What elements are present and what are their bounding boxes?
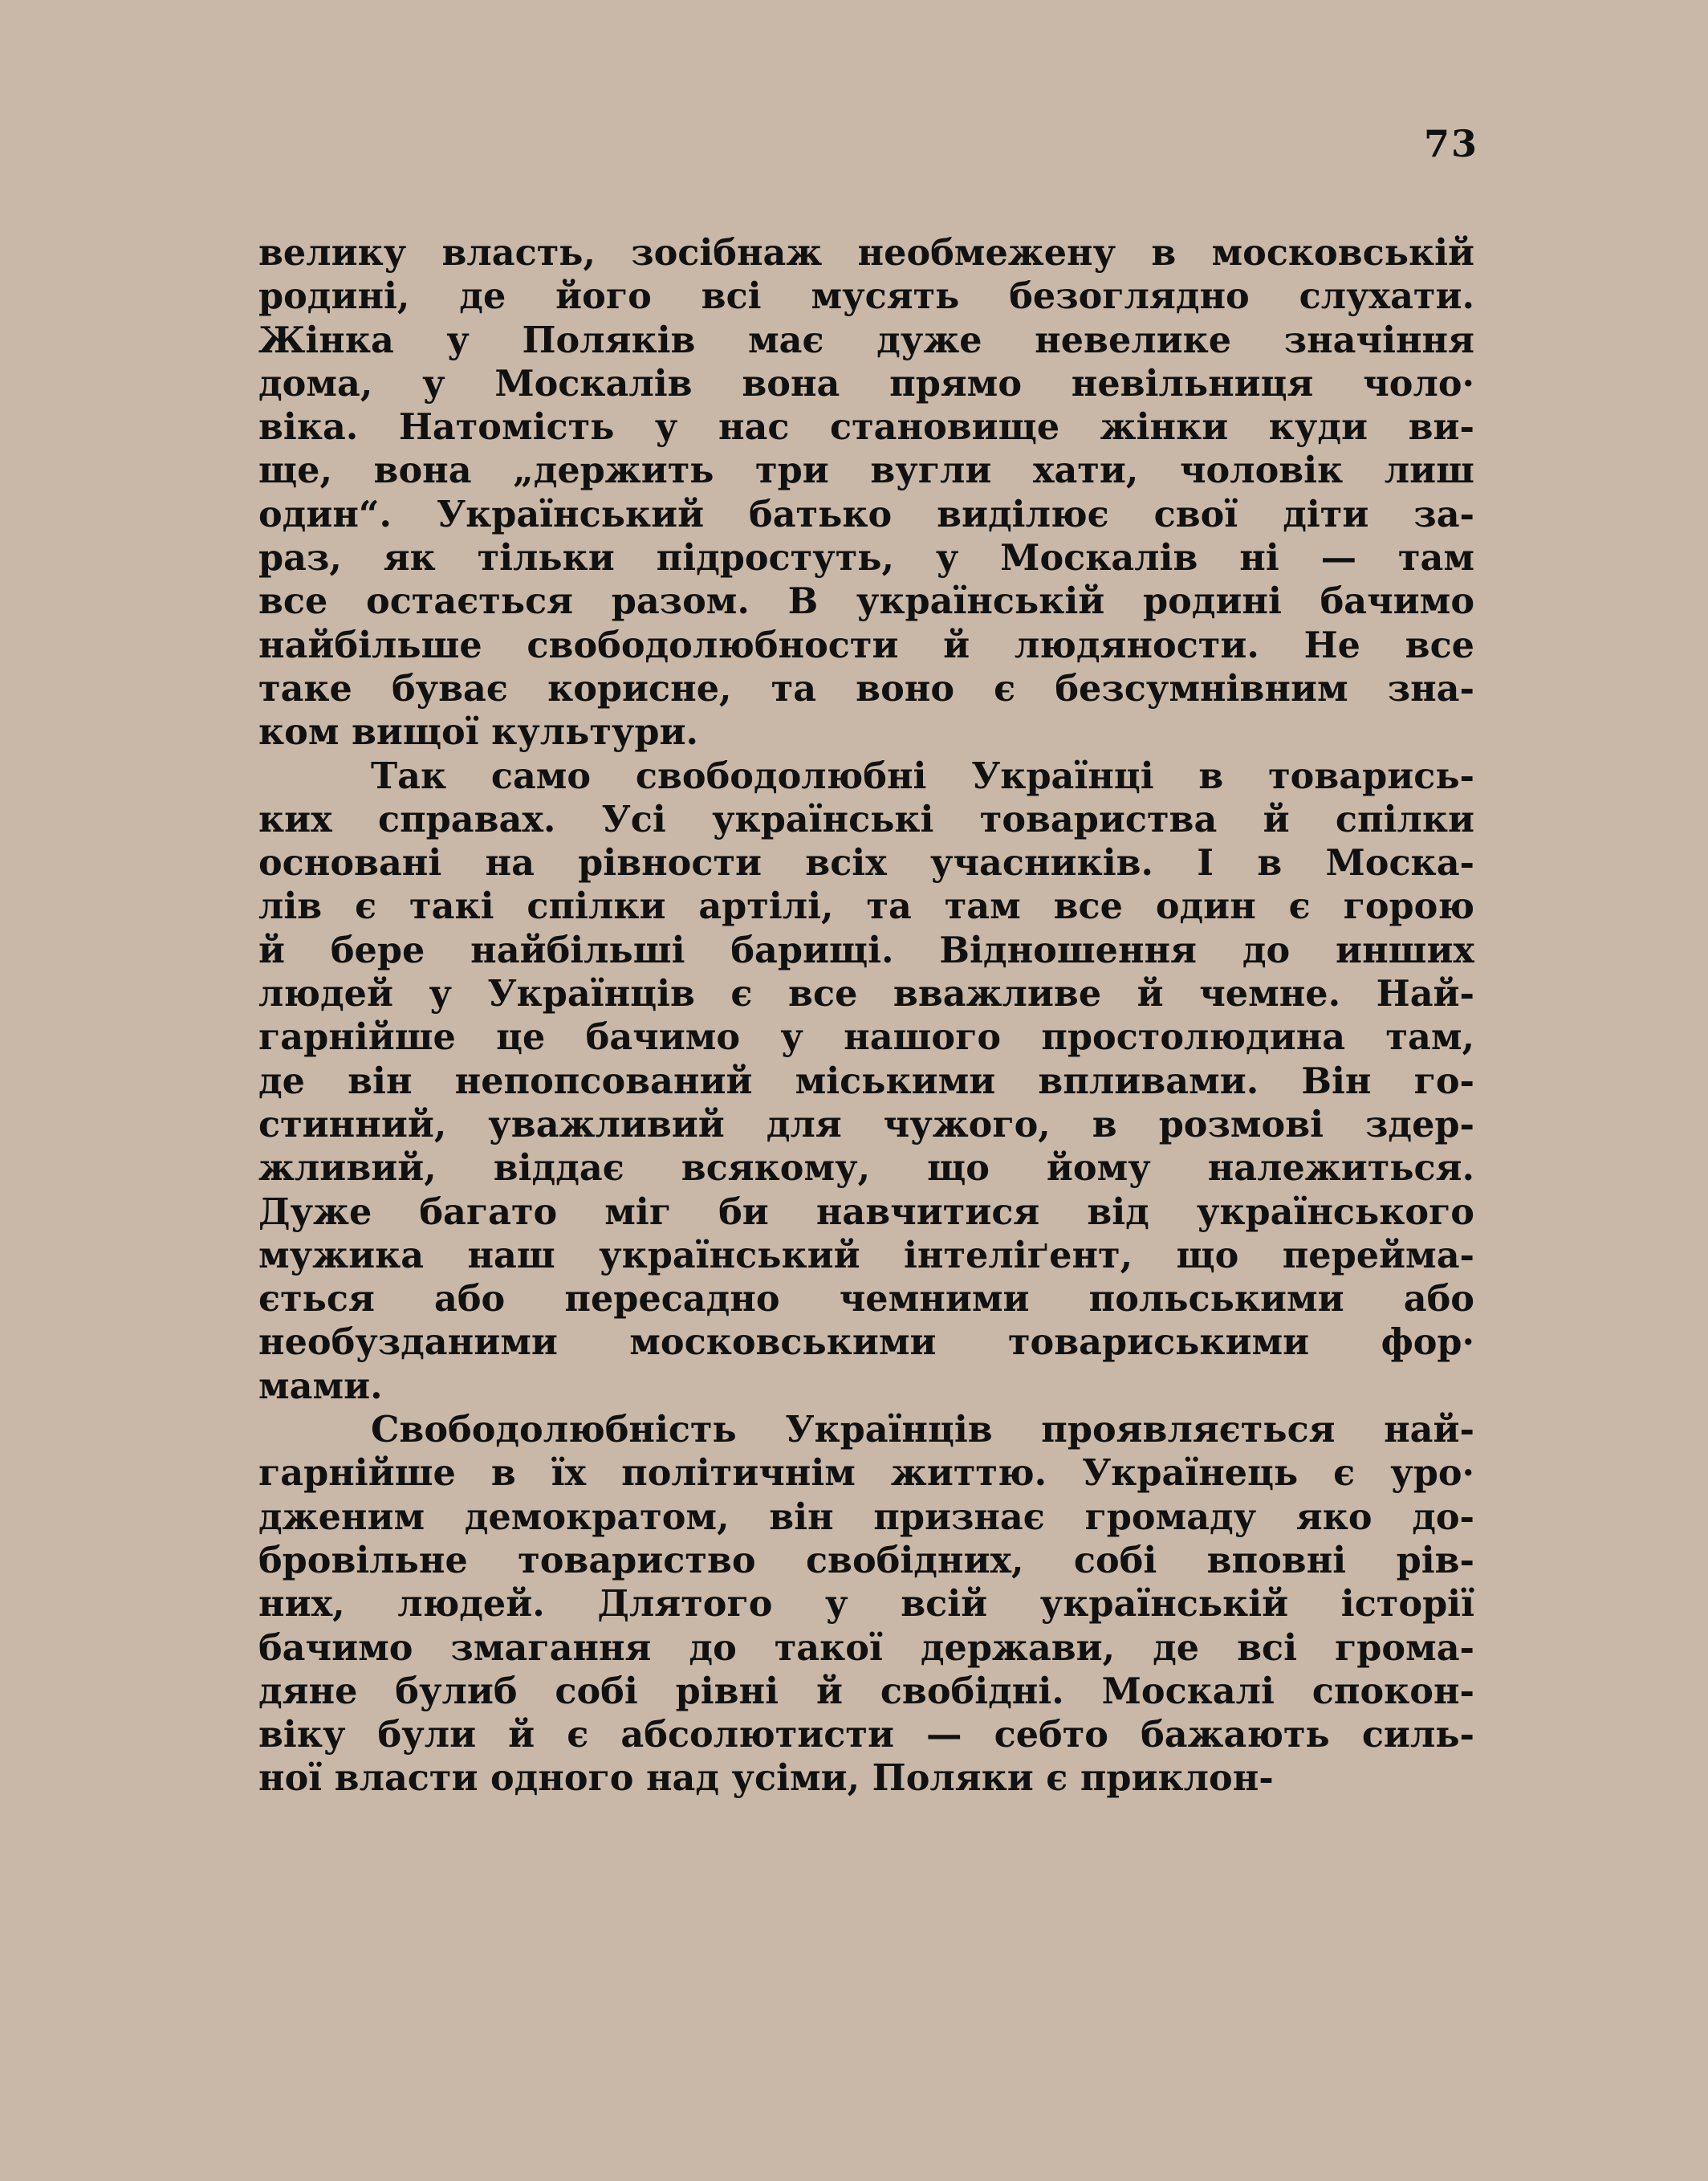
text-line: дяне булиб собі рівні й свобідні. Москалі спокон- [258, 1670, 1474, 1712]
text-line: необузданими московськими товариськими фор· [258, 1321, 1474, 1364]
text-line: найбільше свободолюбности й людяности. Не все [258, 624, 1474, 666]
text-line: них, людей. Длятого у всій українській історії [258, 1583, 1474, 1626]
text-line: стинний, уважливий для чужого, в розмові здер- [258, 1103, 1474, 1145]
text-line: гарнійше це бачимо у нашого простолюдина там, [258, 1016, 1474, 1059]
text-line: гарнійше в їх політичнім життю. Українець є уро· [258, 1452, 1474, 1495]
paragraph-2 [258, 755, 1474, 1408]
text-line: ком вищої культури. [258, 711, 698, 754]
text-line: ної власти одного над усіми, Поляки є приклон- [258, 1757, 1274, 1800]
text-line: Дуже багато міг би навчитися від українського [258, 1190, 1474, 1233]
text-line: раз, як тільки підростуть, у Москалів ні — там [258, 537, 1474, 580]
body-text [258, 231, 1474, 1801]
text-line: таке буває корисне, та воно є безсумнівним зна- [258, 667, 1474, 710]
text-line: де він непопсований міськими впливами. Він го- [258, 1060, 1474, 1102]
text-line: лів є такі спілки артілі, та там все один є горою [258, 885, 1474, 928]
text-line: все остається разом. В українській родині бачимо [258, 580, 1474, 623]
text-line: родині, де його всі мусять безоглядно слухати. [258, 275, 1474, 318]
text-line: й бере найбільші барищі. Відношення до инших [258, 929, 1474, 971]
text-line: один“. Український батько виділює свої діти за- [258, 493, 1474, 535]
text-line: жливий, віддає всякому, що йому належиться. [258, 1147, 1474, 1190]
text-line: велику власть, зосібнаж необмежену в московській [258, 232, 1474, 274]
text-line: дома, у Москалів вона прямо невільниця чоло· [258, 362, 1474, 405]
text-line: дженим демократом, він признає громаду яко до- [258, 1495, 1474, 1538]
text-line: мужика наш український інтеліґент, що перейма- [258, 1234, 1474, 1276]
text-line: мами. [258, 1365, 383, 1407]
page-number: 73 [1424, 122, 1479, 165]
text-line: Так само свободолюбні Українці в товарись- [371, 755, 1474, 797]
text-line: ється або пересадно чемними польськими або [258, 1278, 1474, 1320]
text-line: людей у Українців є все вважливе й чемне. Най- [258, 973, 1474, 1015]
text-line: ще, вона „держить три вугли хати, чоловік лиш [258, 450, 1474, 492]
text-line: основані на рівности всіх учасників. І в Моска- [258, 842, 1474, 885]
text-line: бровільне товариство свобідних, собі вповні рів- [258, 1539, 1474, 1581]
text-line: бачимо змагання до такої держави, де всі грома- [258, 1626, 1474, 1669]
paragraph-1 [258, 231, 1474, 755]
paragraph-3 [258, 1408, 1474, 1801]
text-line: ких справах. Усі українські товариства й спілки [258, 798, 1474, 840]
text-line: Жінка у Поляків має дуже невелике значіння [258, 319, 1474, 361]
text-line: віку були й є абсолютисти — себто бажають силь- [258, 1714, 1474, 1756]
text-line: Свободолюбність Українців проявляється най- [371, 1409, 1474, 1451]
text-line: віка. Натомість у нас становище жінки куди ви- [258, 406, 1474, 449]
